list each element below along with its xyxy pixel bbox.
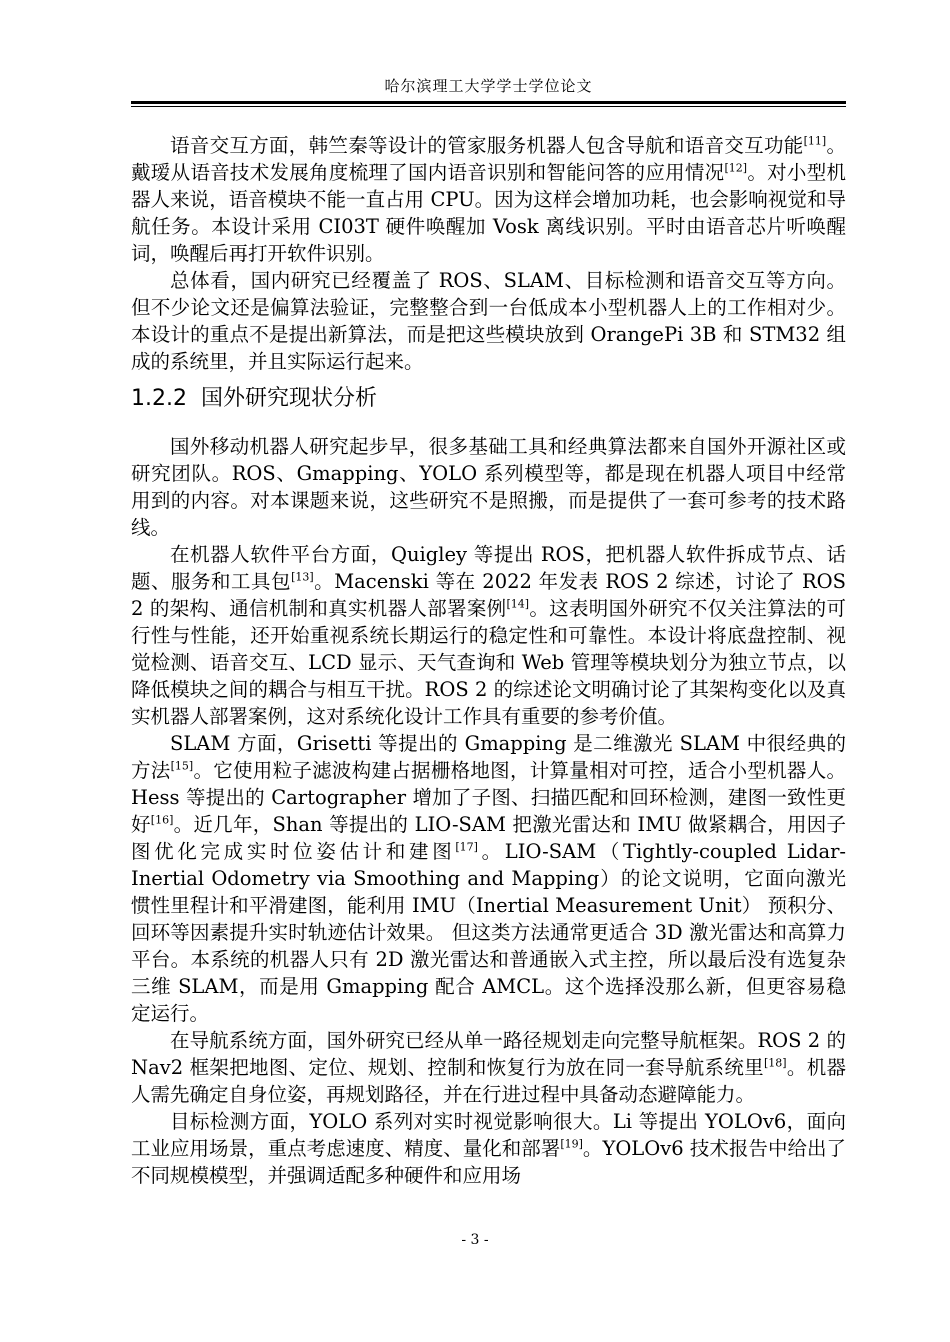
citation-ref: [11] [803,134,827,148]
paragraph-text: 。戴瑷从语音技术发展角度梳理了国内语音识别和智能问答的应用情况 [131,134,846,184]
citation-ref: [13] [291,570,314,584]
section-heading [131,379,846,419]
paragraph-text: 语音交互方面，韩竺秦等设计的管家服务机器人包含导航和语音交互功能 [170,134,804,157]
paragraph-navigation [131,1027,846,1108]
paragraph-domestic-summary: 总体看，国内研究已经覆盖了 ROS、SLAM、目标检测和语音交互等方向。但不少论文还是偏算法验证，完整整合到一台低成本小型机器人上的工作相对少。本设计的重点不是提出新算法，而是把这些模块放到 OrangePi 3B 和 STM32 组成的系统里，并且实际运行起来。 [131,269,846,373]
citation-ref: [19] [560,1137,583,1151]
paragraph-text: 在导航系统方面，国外研究已经从单一路径规划走向完整导航框架。ROS 2 的 Nav2 框架把地图、定位、规划、控制和恢复行为放在同一套导航系统里 [131,1029,846,1079]
paragraph-object-detection [131,1108,846,1189]
citation-ref: [18] [763,1056,787,1070]
citation-ref: [17] [455,840,478,854]
paragraph-text: 。对小型机器人来说，语音模块不能一直占用 CPU。因为这样会增加功耗，也会影响视觉和导航任务。本设计采用 CI03T 硬件唤醒加 Vosk 离线识别。平时由语音芯片听唤醒词，唤醒后再打开软件识别。 [131,161,846,265]
paragraph-text: 。这表明国外研究不仅关注算法的可行性与性能，还开始重视系统长期运行的稳定性和可靠性。本设计将底盘控制、视觉检测、语音交互、LCD 显示、天气查询和 Web 管理等模块划分为独立节点，以降低模块之间的耦合与相互干扰。ROS 2 的综述论文明确讨论了其架构变化以及真实机器人部署案例，这对系统化设计工作具有重要的参考价值。 [131,597,846,728]
paragraph-text: SLAM 方面，Grisetti 等提出的 Gmapping 是二维激光 SLAM 中很经典的方法 [131,732,846,782]
paragraph-text: 。Macenski 等在 2022 年发表 ROS 2 综述，讨论了 ROS 2 的架构、通信机制和真实机器人部署案例 [131,570,846,620]
paragraph-text: 目标检测方面，YOLO 系列对实时视觉影响很大。Li 等提出 YOLOv6，面向工业应用场景，重点考虑速度、精度、量化和部署 [131,1110,846,1160]
paragraph-text: 。它使用粒子滤波构建占据栅格地图，计算量相对可控，适合小型机器人。Hess 等提出的 Cartographer 增加了子图、扫描匹配和回环检测，建图一致性更好 [131,759,846,836]
header-rule-thick [131,101,846,104]
header-rule-thin [131,106,846,107]
paragraph-text: 。YOLOv6 技术报告中给出了不同规模模型，并强调适配多种硬件和应用场 [131,1137,846,1187]
page-number: - 3 - [461,1232,489,1248]
citation-ref: [16] [150,813,174,827]
page-body [131,132,846,1189]
paragraph-foreign-intro: 国外移动机器人研究起步早，很多基础工具和经典算法都来自国外开源社区或研究团队。ROS、Gmapping、YOLO 系列模型等，都是现在机器人项目中经常用到的内容。对本课题来说，这些研究不是照搬，而是提供了一套可参考的技术路线。 [131,435,846,539]
citation-ref: [15] [170,759,194,773]
paragraph-voice-interaction [131,132,846,267]
paragraph-text: 在机器人软件平台方面，Quigley 等提出 ROS，把机器人软件拆成节点、话题、服务和工具包 [131,543,846,593]
running-header: 哈尔滨理工大学学士学位论文 [384,77,593,95]
paragraph-text: 。机器人需先确定自身位姿，再规划路径，并在行进过程中具备动态避障能力。 [131,1056,846,1106]
paragraph-text: 。近几年，Shan 等提出的 LIO-SAM 把激光雷达和 IMU 做紧耦合，用因子图优化完成实时位姿估计和建图 [131,813,846,863]
section-title: 国外研究现状分析 [200,386,377,411]
section-number: 1.2.2 [131,386,187,411]
citation-ref: [14] [506,597,530,611]
citation-ref: [12] [724,161,748,175]
paragraph-text: 。LIO-SAM（Tightly-coupled Lidar-Inertial Odometry via Smoothing and Mapping）的论文说明，它面向激光惯性里程计和平滑建图，能利用 IMU（Inertial Measurement Unit） 预积分、回环等因素提升实时轨迹估计效果。 但这类方法通常更适合 3D 激光雷达和高算力平台。本系统的机器人只有 2D 激光雷达和普通嵌入式主控，所以最后没有选复杂三维 SLAM，而是用 Gmapping 配合 AMCL。这个选择没那么新，但更容易稳定运行。 [131,840,846,1025]
paragraph-ros-platform [131,541,846,730]
paragraph-slam [131,730,846,1027]
